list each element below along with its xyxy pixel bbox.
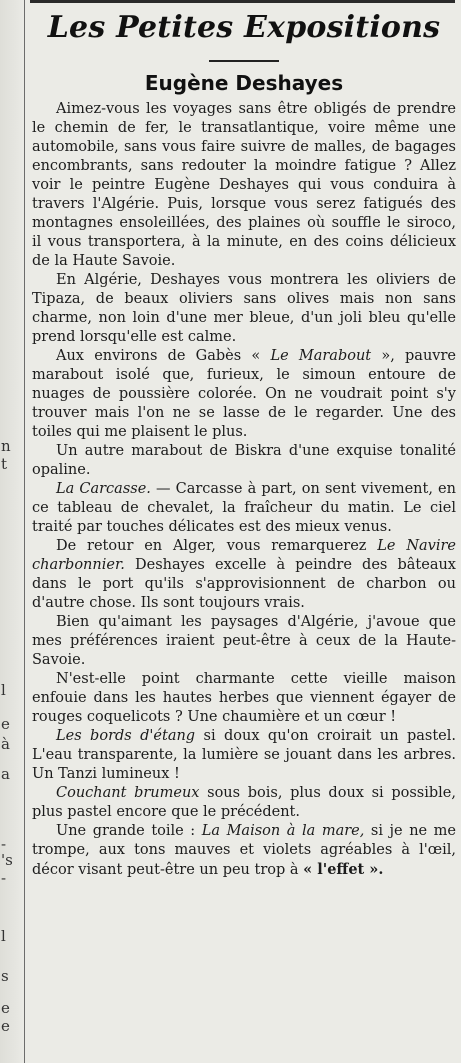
paragraph: N'est-elle point charmante cette vieille maison enfouie dans les hautes herbes que viennent égayer de rouges coquelicots ? Une chaumière et un cœur ! xyxy=(32,671,456,725)
margin-fragment: - xyxy=(1,869,7,887)
artwork-title: Couchant brumeux xyxy=(56,785,200,801)
paragraph: Aimez-vous les voyages sans être obligés de prendre le chemin de fer, le transatlantique, voire même une automobile, sans vous faire suivre de malles, de bagages encombrants, sans redouter la moindre fatigue ? Allez voir le peintre Eugène Deshayes qui vous conduira à travers l'Algérie. Puis, lorsque vous serez fatigués des montagnes ensoleillées, des plaines où souffle le siroco, il vous transportera, à la minute, en des coins délicieux de la Haute Savoie. xyxy=(32,101,456,269)
margin-fragment: - xyxy=(1,835,7,853)
artwork-title: La Carcasse. xyxy=(56,481,151,497)
paragraph: La Carcasse. — Carcasse à part, on sent vivement, en ce tableau de chevalet, la fraîcheur du matin. Le ciel traité par touches délicates est des mieux venus. xyxy=(32,481,456,535)
paragraph: Couchant brumeux sous bois, plus doux si possible, plus pastel encore que le précédent. xyxy=(32,785,456,820)
margin-fragment: e xyxy=(1,715,10,733)
paragraph: Aux environs de Gabès « Le Marabout », pauvre marabout isolé que, furieux, le simoun entoure de nuages de poussière colorée. On ne voudrait point s'y trouver mais l'on ne se lasse de le regarder. Une des toiles qui me plaisent le plus. xyxy=(32,348,456,440)
paragraph: Bien qu'aimant les paysages d'Algérie, j'avoue que mes préférences iraient peut-être à ceux de la Haute-Savoie. xyxy=(32,614,456,668)
paragraph: Une grande toile : La Maison à la mare, si je ne me trompe, aux tons mauves et violets agréables à l'œil, décor visant peut-être un peu trop à « l'effet ». xyxy=(32,823,457,878)
margin-fragment: à xyxy=(1,735,10,753)
margin-fragment: n xyxy=(1,437,11,455)
paragraph: En Algérie, Deshayes vous montrera les oliviers de Tipaza, de beaux oliviers sans olives mais non sans charme, non loin d'une mer bleue, d'un joli bleu qu'elle prend lorsqu'elle est calme. xyxy=(32,272,456,345)
top-rule xyxy=(30,0,455,3)
margin-fragment: a xyxy=(1,765,10,783)
artwork-title: Le Marabout xyxy=(270,348,372,364)
margin-fragment: s xyxy=(1,967,9,985)
margin-fragment: 's xyxy=(1,851,13,869)
paragraph: Un autre marabout de Biskra d'une exquise tonalité opaline. xyxy=(32,443,456,478)
margin-fragment: e xyxy=(1,1017,10,1035)
artwork-title: Les bords d'étang xyxy=(56,728,196,744)
margin-fragment: l xyxy=(1,927,6,945)
article-title: Les Petites Expositions xyxy=(47,10,441,45)
emphasis-text: « l'effet ». xyxy=(303,861,384,878)
article xyxy=(32,6,456,880)
column-divider xyxy=(24,0,25,1063)
margin-fragment: t xyxy=(1,455,8,473)
article-subtitle: Eugène Deshayes xyxy=(144,71,344,95)
margin-fragment: l xyxy=(1,681,6,699)
title-divider xyxy=(209,60,279,62)
adjacent-column-strip xyxy=(0,0,24,1063)
paragraph: De retour en Alger, vous remarquerez Le Navire charbonnier. Deshayes excelle à peindre des bâteaux dans le port qu'ils s'approvisionnent de charbon ou d'autre chose. Ils sont toujours vrais. xyxy=(32,538,456,611)
artwork-title: Le Navire charbonnier. xyxy=(32,538,456,573)
paragraph: Les bords d'étang si doux qu'on croirait un pastel. L'eau transparente, la lumière se jouant dans les arbres. Un Tanzi lumineux ! xyxy=(32,728,456,782)
margin-fragment: e xyxy=(1,999,10,1017)
artwork-title: La Maison à la mare, xyxy=(201,823,365,839)
